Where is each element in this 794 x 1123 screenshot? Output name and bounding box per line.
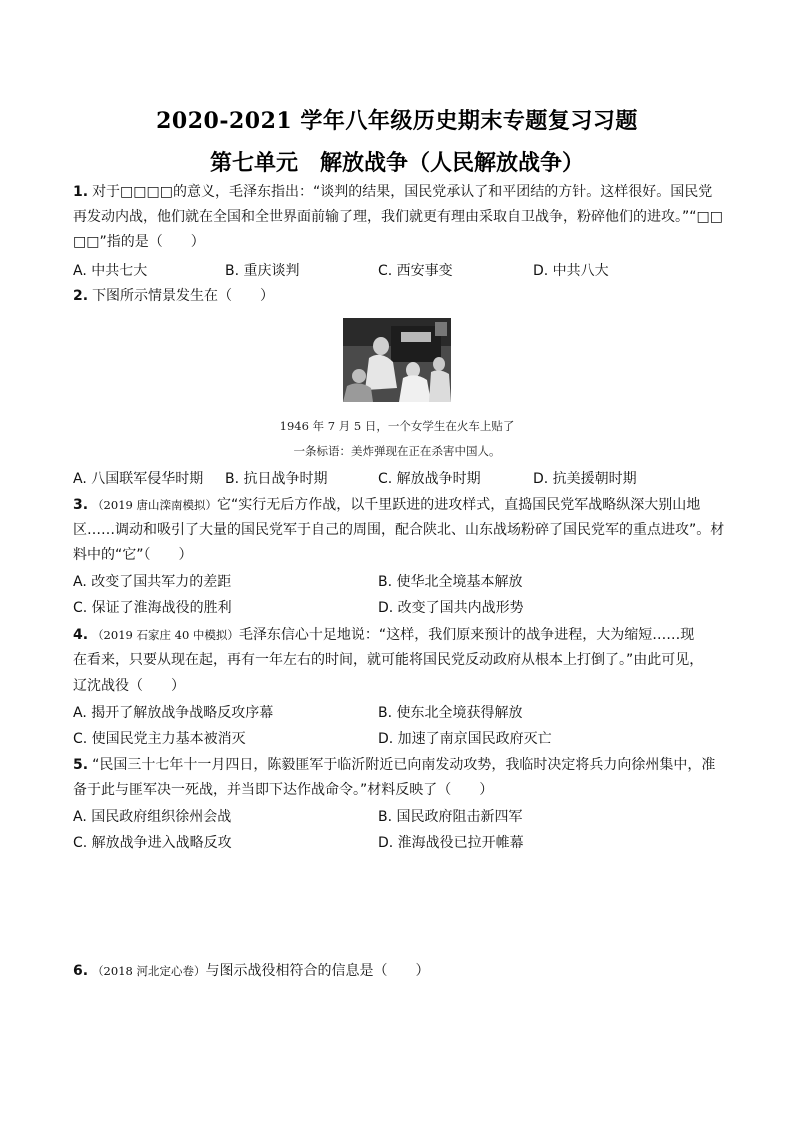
question-number: 1.	[73, 184, 89, 200]
option-d: D. 中共八大	[533, 263, 609, 279]
option-d: D. 改变了国共内战形势	[378, 600, 524, 616]
option-b: B. 抗日战争时期	[225, 471, 328, 487]
question-source: （2019 唐山滦南模拟）	[92, 498, 217, 512]
option-a: A. 揭开了解放战争战略反攻序幕	[73, 705, 274, 721]
question-3-line-2: 区……调动和吸引了大量的国民党军于自己的周围，配合陕北、山东战场粉碎了国民党军的重点进攻”。材	[73, 522, 725, 538]
option-d: D. 加速了南京国民政府灭亡	[378, 731, 552, 747]
question-1-line-3: □□”指的是（ ）	[73, 234, 205, 250]
question-6-line-1	[73, 961, 723, 981]
question-text: 毛泽东信心十足地说：“这样，我们原来预计的战争进程，大为缩短……现	[238, 627, 695, 643]
question-number: 2.	[73, 288, 89, 304]
photo-caption-line-1: 1946 年 7 月 5 日，一个女学生在火车上贴了	[279, 419, 515, 433]
option-b: B. 重庆谈判	[225, 263, 300, 279]
page-title: 2020-2021 学年八年级历史期末专题复习习题	[156, 108, 638, 134]
question-5-line-1	[73, 755, 723, 775]
photo-image	[343, 318, 451, 402]
photo-caption-line-2: 一条标语：美炸弹现在正在杀害中国人。	[293, 444, 501, 458]
option-d: D. 抗美援朝时期	[533, 471, 637, 487]
option-d: D. 淮海战役已拉开帷幕	[378, 835, 524, 851]
question-text: 对于□□□□的意义，毛泽东指出：“谈判的结果，国民党承认了和平团结的方针。这样很好。国民党	[92, 184, 713, 200]
option-b: B. 国民政府阻击新四军	[378, 809, 523, 825]
question-4-line-2: 在看来，只要从现在起，再有一年左右的时间，就可能将国民党反动政府从根本上打倒了。”由此可见，	[73, 652, 704, 668]
question-text: 与图示战役相符合的信息是（ ）	[205, 963, 430, 979]
option-b: B. 使华北全境基本解放	[378, 574, 523, 590]
option-b: B. 使东北全境获得解放	[378, 705, 523, 721]
option-a: A. 八国联军侵华时期	[73, 471, 204, 487]
question-2-line-1	[73, 286, 723, 306]
question-text: “民国三十七年十一月四日，陈毅匪军于临沂附近已向南发动攻势，我临时决定将兵力向徐州集中，准	[92, 757, 716, 773]
option-a: A. 改变了国共军力的差距	[73, 574, 232, 590]
question-3-line-1	[73, 495, 723, 515]
question-source: （2019 石家庄 40 中模拟）	[92, 628, 239, 642]
question-4-line-3: 辽沈战役（ ）	[73, 678, 185, 694]
question-source: （2018 河北定心卷）	[92, 964, 206, 978]
question-number: 6.	[73, 963, 89, 979]
option-a: A. 中共七大	[73, 263, 148, 279]
question-number: 4.	[73, 627, 89, 643]
question-5-line-2: 备于此与匪军决一死战，并当即下达作战命令。”材料反映了（ ）	[73, 782, 494, 798]
option-c: C. 使国民党主力基本被消灭	[73, 731, 246, 747]
question-text: 它“实行无后方作战，以千里跃进的进攻样式，直捣国民党军战略纵深大别山地	[216, 497, 701, 513]
option-c: C. 解放战争进入战略反攻	[73, 835, 232, 851]
question-1-line-2: 再发动内战，他们就在全国和全世界面前输了理，我们就更有理由采取自卫战争，粉碎他们的进攻。”“□□	[73, 209, 723, 225]
option-c: C. 保证了淮海战役的胜利	[73, 600, 232, 616]
option-c: C. 解放战争时期	[378, 471, 481, 487]
question-3-line-3: 料中的“它”（ ）	[73, 547, 193, 563]
question-4-line-1	[73, 625, 723, 645]
question-number: 5.	[73, 757, 89, 773]
historical-photo	[343, 318, 451, 402]
question-text: 下图所示情景发生在（ ）	[92, 288, 275, 304]
option-c: C. 西安事变	[378, 263, 453, 279]
unit-subtitle: 第七单元 解放战争（人民解放战争）	[209, 150, 584, 176]
question-number: 3.	[73, 497, 89, 513]
option-a: A. 国民政府组织徐州会战	[73, 809, 232, 825]
question-1-line-1	[73, 182, 723, 202]
